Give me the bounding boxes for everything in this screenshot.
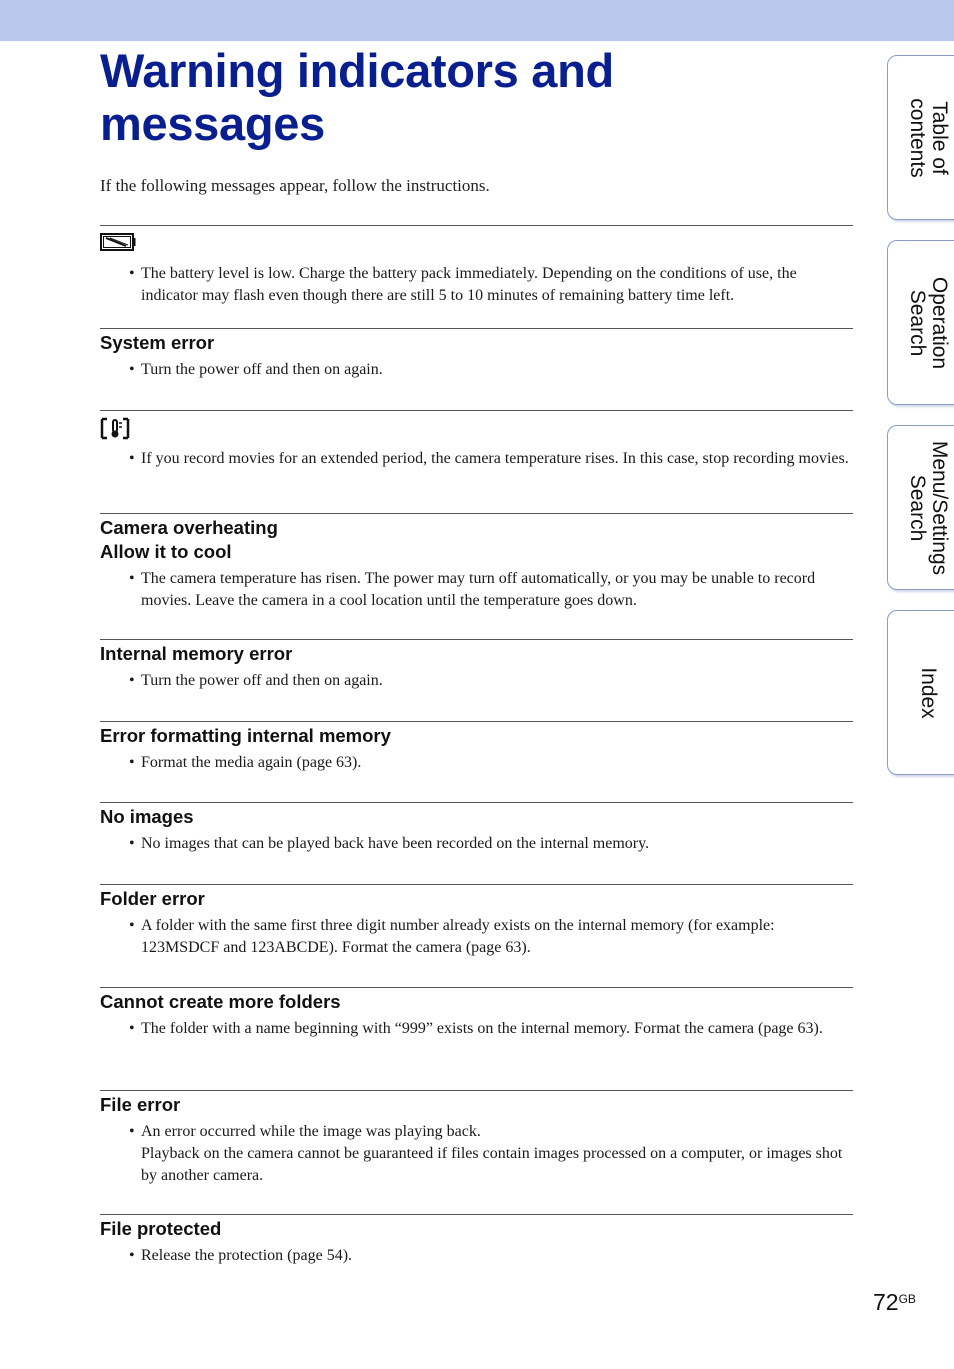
tab-menu-settings-search[interactable] bbox=[887, 425, 954, 590]
section-heading: Folder error bbox=[100, 888, 205, 909]
temperature-warning-icon bbox=[100, 417, 853, 439]
section-heading: No images bbox=[100, 806, 194, 827]
list-item: • The camera temperature has risen. The power may turn off automatically, or you may be unable to record movies. Leave the camera in a cool location until the temperature goes down. bbox=[129, 570, 816, 609]
tab-table-of-contents[interactable] bbox=[887, 55, 954, 220]
list-item: • The folder with a name beginning with “999” exists on the internal memory. Format the camera (page 63). bbox=[129, 1020, 823, 1037]
section-no-images bbox=[100, 802, 853, 855]
section-heading: System error bbox=[100, 332, 215, 353]
section-file-error bbox=[100, 1090, 853, 1187]
section-heading: File protected bbox=[100, 1218, 222, 1239]
tab-label-line1: Operation bbox=[928, 276, 951, 369]
tab-operation-search[interactable] bbox=[887, 240, 954, 405]
page-number: $72^{GB}$ bbox=[873, 1289, 916, 1315]
tab-label-line2: Search bbox=[906, 289, 929, 356]
section-cannot-create-folders bbox=[100, 987, 853, 1040]
section-file-protected bbox=[100, 1214, 853, 1267]
section-internal-memory-error bbox=[100, 639, 853, 692]
section-camera-overheating bbox=[100, 513, 853, 612]
section-heading: Cannot create more folders bbox=[100, 991, 341, 1012]
list-item: • A folder with the same first three digit number already exists on the internal memory (for example: 123MSDCF and 123ABCDE). Format the camera (page 63). bbox=[129, 917, 775, 956]
tab-label-line1: Menu/Settings bbox=[928, 440, 951, 575]
list-item-continuation: Playback on the camera cannot be guaranteed if files contain images processed on a computer, or images shot by another camera. bbox=[141, 1145, 843, 1184]
page-suffix: GB bbox=[898, 1292, 916, 1306]
tab-label-line2: Search bbox=[906, 474, 929, 541]
section-system-error bbox=[100, 328, 853, 381]
tab-index[interactable] bbox=[887, 610, 954, 775]
list-item: • Turn the power off and then on again. bbox=[129, 672, 383, 689]
list-item: • Turn the power off and then on again. bbox=[129, 361, 383, 378]
section-folder-error bbox=[100, 884, 853, 959]
battery-low-icon bbox=[100, 232, 853, 254]
top-color-bar bbox=[0, 0, 954, 41]
list-item: • If you record movies for an extended period, the camera temperature rises. In this case, stop recording movies. bbox=[129, 450, 849, 467]
section-error-formatting bbox=[100, 721, 853, 774]
section-temperature-warning bbox=[100, 410, 853, 470]
list-item: • The battery level is low. Charge the battery pack immediately. Depending on the conditions of use, the indicator may flash even though there are still 5 to 10 minutes of remaining battery time left. bbox=[129, 265, 797, 304]
section-heading: Camera overheating bbox=[100, 517, 278, 538]
list-item: • Release the protection (page 54). bbox=[129, 1247, 353, 1264]
list-item: • No images that can be played back have been recorded on the internal memory. bbox=[129, 835, 650, 852]
section-heading: File error bbox=[100, 1094, 181, 1115]
section-heading: Internal memory error bbox=[100, 643, 293, 664]
intro-text: If the following messages appear, follow the instructions. bbox=[100, 176, 490, 195]
section-heading: Error formatting internal memory bbox=[100, 725, 391, 746]
tab-label-line1: Index bbox=[917, 666, 940, 719]
list-item: • An error occurred while the image was playing back. bbox=[129, 1123, 481, 1140]
tab-label-line1: Table of bbox=[928, 100, 951, 175]
section-battery-low bbox=[100, 225, 853, 307]
tab-label-line2: contents bbox=[906, 97, 929, 178]
section-subheading: Allow it to cool bbox=[100, 541, 232, 562]
list-item: • Format the media again (page 63). bbox=[129, 754, 362, 771]
page-title: Warning indicators and messages bbox=[100, 44, 614, 150]
